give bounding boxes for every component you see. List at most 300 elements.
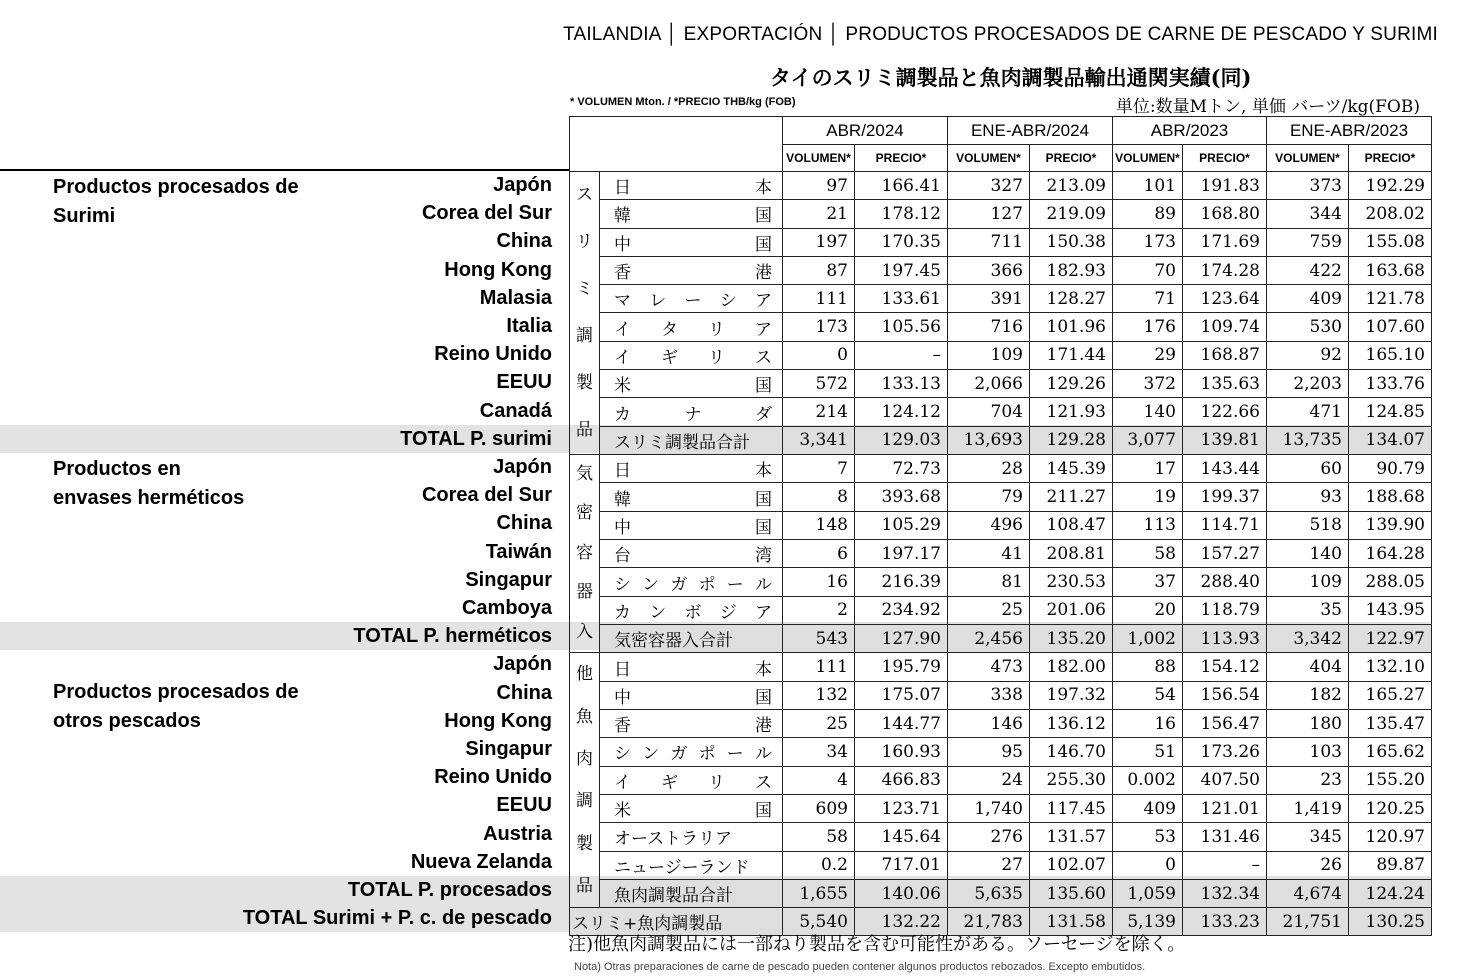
volume-cell: 28 <box>948 455 1030 483</box>
table-row <box>570 511 1432 539</box>
japanese-char: ル <box>754 574 772 595</box>
price-cell: 118.79 <box>1183 596 1267 624</box>
country-label: Japón <box>493 174 552 196</box>
volume-col-header: VOLUMEN* <box>1267 145 1349 172</box>
price-cell: 131.46 <box>1183 823 1267 851</box>
price-cell: 197.17 <box>855 540 948 568</box>
volume-cell: 95 <box>948 738 1030 766</box>
price-cell: 109.74 <box>1183 313 1267 341</box>
price-col-header: PRECIO* <box>1349 145 1432 172</box>
japanese-char: カ <box>614 602 631 623</box>
japanese-char: ガ <box>670 574 688 595</box>
country-label: Malasia <box>479 286 552 309</box>
japanese-char: ジ <box>719 602 737 623</box>
price-cell: 213.09 <box>1030 172 1113 200</box>
japanese-country-name <box>600 851 783 879</box>
japanese-char: 香 <box>614 263 631 284</box>
japanese-char: ン <box>642 744 660 765</box>
price-cell: 146.70 <box>1030 738 1113 766</box>
volume-cell: 1,419 <box>1267 794 1349 822</box>
volume-cell: 1,740 <box>948 794 1030 822</box>
table-row <box>570 823 1432 851</box>
volume-cell: 0 <box>783 341 855 369</box>
volume-cell: 3,077 <box>1113 426 1183 454</box>
group-label-line: otros pescados <box>53 710 201 733</box>
volume-cell: 25 <box>783 710 855 738</box>
country-label: Nueva Zelanda <box>410 850 552 873</box>
price-cell: 124.85 <box>1349 398 1432 426</box>
country-label: China <box>496 681 552 704</box>
volume-cell: 93 <box>1267 483 1349 511</box>
volume-cell: 2 <box>783 596 855 624</box>
country-label: Austria <box>483 822 552 845</box>
japanese-country-name <box>600 710 783 738</box>
price-cell: 164.28 <box>1349 540 1432 568</box>
japanese-char: ス <box>755 347 772 368</box>
japanese-country-name <box>600 398 783 426</box>
price-cell: 102.07 <box>1030 851 1113 879</box>
japanese-char: ナ <box>684 404 702 425</box>
volume-cell: 3,341 <box>783 426 855 454</box>
table-row <box>570 851 1432 879</box>
price-cell: 129.26 <box>1030 370 1113 398</box>
volume-cell: 6 <box>783 540 855 568</box>
japanese-char: ア <box>755 602 772 623</box>
volume-cell: 2,456 <box>948 625 1030 653</box>
country-label: Canadá <box>479 399 552 422</box>
table-row <box>570 341 1432 369</box>
price-cell: 156.47 <box>1183 710 1267 738</box>
total-label: TOTAL P. procesados <box>347 879 552 901</box>
price-cell: 128.27 <box>1030 285 1113 313</box>
volume-cell: 409 <box>1267 285 1349 313</box>
header-blank <box>570 117 783 172</box>
price-cell: 182.00 <box>1030 653 1113 681</box>
table-row <box>570 455 1432 483</box>
total-label: TOTAL Surimi + P. c. de pescado <box>242 907 552 930</box>
japanese-char: 国 <box>755 489 772 510</box>
volume-col-header: VOLUMEN* <box>783 145 855 172</box>
volume-cell: 344 <box>1267 200 1349 228</box>
price-cell: 165.62 <box>1349 738 1432 766</box>
side-char: 調 <box>576 326 593 346</box>
price-cell: 166.41 <box>855 172 948 200</box>
price-cell: 131.58 <box>1030 908 1113 936</box>
volume-cell: 345 <box>1267 823 1349 851</box>
price-cell: 127.90 <box>855 625 948 653</box>
japanese-char: 国 <box>755 376 772 397</box>
volume-cell: 5,540 <box>783 908 855 936</box>
price-cell: 168.87 <box>1183 341 1267 369</box>
group-label-line: Productos en <box>53 458 181 480</box>
volume-cell: 17 <box>1113 455 1183 483</box>
japanese-char: 国 <box>755 517 772 538</box>
price-cell: 135.63 <box>1183 370 1267 398</box>
country-label: Hong Kong <box>444 258 552 281</box>
japanese-char: レ <box>649 291 667 312</box>
price-cell: 133.61 <box>855 285 948 313</box>
japanese-country-name <box>600 738 783 766</box>
table-row <box>570 794 1432 822</box>
group-label <box>53 455 244 513</box>
side-char: 気 <box>576 464 593 484</box>
japanese-char: ー <box>684 291 702 312</box>
price-cell: 173.26 <box>1183 738 1267 766</box>
price-cell: 165.10 <box>1349 341 1432 369</box>
side-char: 魚 <box>576 706 593 727</box>
japanese-char: 香 <box>614 716 631 737</box>
group-label-line: envases herméticos <box>53 487 245 509</box>
volume-cell: 197 <box>783 228 855 256</box>
japanese-char: 中 <box>614 234 631 255</box>
price-cell: 150.38 <box>1030 228 1113 256</box>
price-cell: 145.39 <box>1030 455 1113 483</box>
table-row <box>570 766 1432 794</box>
price-cell: 72.73 <box>855 455 948 483</box>
japanese-char: 中 <box>614 517 631 538</box>
group-label-line: Productos procesados de <box>53 176 299 198</box>
volume-cell: 2,203 <box>1267 370 1349 398</box>
japanese-char: タ <box>661 319 678 340</box>
japanese-char: シ <box>719 291 737 312</box>
price-cell: 197.32 <box>1030 681 1113 709</box>
volume-cell: 79 <box>948 483 1030 511</box>
volume-cell: 182 <box>1267 681 1349 709</box>
japanese-char: ダ <box>755 404 772 425</box>
japanese-char: 日 <box>614 659 631 680</box>
volume-cell: 58 <box>783 823 855 851</box>
country-label: Japón <box>493 653 552 676</box>
table-row <box>570 172 1432 200</box>
japanese-country-name <box>600 681 783 709</box>
volume-cell: 70 <box>1113 256 1183 284</box>
volume-cell: 704 <box>948 398 1030 426</box>
price-cell: 156.54 <box>1183 681 1267 709</box>
category-side-label <box>570 455 600 653</box>
price-col-header: PRECIO* <box>855 145 948 172</box>
japanese-char: ア <box>755 319 772 340</box>
country-label: Reino Unido <box>434 766 552 789</box>
volume-cell: 5,635 <box>948 879 1030 907</box>
japanese-title: タイのスリミ調製品と魚肉調製品輸出通関実績(同) <box>770 65 1252 90</box>
japanese-char: リ <box>708 772 725 793</box>
volume-cell: 8 <box>783 483 855 511</box>
period-header: ENE-ABR/2023 <box>1267 117 1432 145</box>
price-cell: 139.81 <box>1183 426 1267 454</box>
japanese-country-name <box>600 341 783 369</box>
price-cell: 208.02 <box>1349 200 1432 228</box>
japanese-char: 国 <box>755 206 772 227</box>
group-label-line: Surimi <box>53 205 116 227</box>
japanese-char: ボ <box>684 602 702 623</box>
volume-cell: 20 <box>1113 596 1183 624</box>
table-row <box>570 710 1432 738</box>
price-cell: 132.10 <box>1349 653 1432 681</box>
category-side-label <box>570 172 600 455</box>
price-cell: 121.93 <box>1030 398 1113 426</box>
price-cell: 124.24 <box>1349 879 1432 907</box>
price-cell: 143.44 <box>1183 455 1267 483</box>
price-cell: 216.39 <box>855 568 948 596</box>
price-cell: 131.57 <box>1030 823 1113 851</box>
volume-cell: 4,674 <box>1267 879 1349 907</box>
japanese-char: ギ <box>661 347 678 368</box>
price-cell: 136.12 <box>1030 710 1113 738</box>
price-cell: 123.64 <box>1183 285 1267 313</box>
table-row <box>570 568 1432 596</box>
price-cell: 121.78 <box>1349 285 1432 313</box>
japanese-country-name: 魚肉調製品合計 <box>600 879 783 907</box>
japanese-country-name <box>600 483 783 511</box>
price-col-header: PRECIO* <box>1183 145 1267 172</box>
country-label: Japón <box>493 456 552 478</box>
price-cell: 192.29 <box>1349 172 1432 200</box>
volume-cell: 87 <box>783 256 855 284</box>
table-row <box>570 285 1432 313</box>
japanese-char: ポ <box>698 574 716 595</box>
volume-cell: 109 <box>1267 568 1349 596</box>
price-cell: 255.30 <box>1030 766 1113 794</box>
price-cell: 182.93 <box>1030 256 1113 284</box>
country-label: Taiwán <box>485 540 552 563</box>
japanese-country-name <box>600 256 783 284</box>
table-row <box>570 540 1432 568</box>
japanese-country-name <box>600 540 783 568</box>
volume-cell: 51 <box>1113 738 1183 766</box>
japanese-country-name <box>600 285 783 313</box>
japanese-char: 台 <box>614 546 631 567</box>
side-char: 他 <box>576 664 593 685</box>
volume-cell: 609 <box>783 794 855 822</box>
price-cell: 132.22 <box>855 908 948 936</box>
volume-cell: 530 <box>1267 313 1349 341</box>
volume-cell: 543 <box>783 625 855 653</box>
japanese-char: 国 <box>755 687 772 708</box>
price-cell: 188.68 <box>1349 483 1432 511</box>
japanese-grand-total: スリミ+魚肉調製品 <box>570 908 783 936</box>
price-cell: 101.96 <box>1030 313 1113 341</box>
group-label-line: Productos procesados de <box>53 681 299 704</box>
volume-cell: 23 <box>1267 766 1349 794</box>
japanese-char: ル <box>754 744 772 765</box>
table-row <box>570 398 1432 426</box>
price-cell: 234.92 <box>855 596 948 624</box>
total-row <box>570 879 1432 907</box>
side-char: 密 <box>576 503 593 524</box>
price-col-header: PRECIO* <box>1030 145 1113 172</box>
japanese-char: イ <box>614 772 631 793</box>
japanese-country-name <box>600 313 783 341</box>
japanese-char: イ <box>614 347 631 368</box>
price-cell: 144.77 <box>855 710 948 738</box>
volume-cell: 92 <box>1267 341 1349 369</box>
volume-cell: 496 <box>948 511 1030 539</box>
side-char: リ <box>576 232 593 252</box>
volume-cell: 89 <box>1113 200 1183 228</box>
japanese-char: リ <box>708 319 725 340</box>
unit-note: * VOLUMEN Mton. / *PRECIO THB/kg (FOB) <box>570 96 796 108</box>
japanese-country-name <box>600 228 783 256</box>
volume-cell: 422 <box>1267 256 1349 284</box>
volume-cell: 35 <box>1267 596 1349 624</box>
volume-cell: 37 <box>1113 568 1183 596</box>
japanese-country-name <box>600 596 783 624</box>
japanese-country-name <box>600 823 783 851</box>
volume-cell: 71 <box>1113 285 1183 313</box>
price-cell: 105.29 <box>855 511 948 539</box>
volume-cell: 0.2 <box>783 851 855 879</box>
price-cell: 140.06 <box>855 879 948 907</box>
volume-cell: 132 <box>783 681 855 709</box>
volume-cell: 34 <box>783 738 855 766</box>
volume-cell: 60 <box>1267 455 1349 483</box>
price-cell: 199.37 <box>1183 483 1267 511</box>
price-cell: 120.25 <box>1349 794 1432 822</box>
table-row <box>570 483 1432 511</box>
japanese-char: シ <box>614 574 631 595</box>
japanese-char: 韓 <box>614 489 631 510</box>
page-header: TAILANDIA │ EXPORTACIÓN │ PRODUCTOS PROCESADOS DE CARNE DE PESCADO Y SURIMI <box>563 24 1438 45</box>
volume-col-header: VOLUMEN* <box>948 145 1030 172</box>
japanese-country-name <box>600 200 783 228</box>
volume-cell: 214 <box>783 398 855 426</box>
japanese-char: オーストラリア <box>614 829 733 850</box>
price-cell: 120.97 <box>1349 823 1432 851</box>
japanese-char: ン <box>649 602 667 623</box>
volume-cell: 0.002 <box>1113 766 1183 794</box>
side-char: 容 <box>576 542 593 563</box>
price-cell: 134.07 <box>1349 426 1432 454</box>
volume-cell: 21,751 <box>1267 908 1349 936</box>
total-label: TOTAL P. herméticos <box>353 625 552 648</box>
japanese-char: カ <box>614 404 631 425</box>
country-label: Corea del Sur <box>421 202 552 225</box>
price-cell: 133.76 <box>1349 370 1432 398</box>
price-cell: 121.01 <box>1183 794 1267 822</box>
volume-cell: 372 <box>1113 370 1183 398</box>
price-cell: 113.93 <box>1183 625 1267 653</box>
japanese-country-name: スリミ調製品合計 <box>600 426 783 454</box>
volume-cell: 97 <box>783 172 855 200</box>
price-cell: 124.12 <box>855 398 948 426</box>
volume-cell: 26 <box>1267 851 1349 879</box>
volume-cell: 16 <box>1113 710 1183 738</box>
volume-cell: 180 <box>1267 710 1349 738</box>
japanese-char: マ <box>614 291 631 312</box>
volume-cell: 140 <box>1267 540 1349 568</box>
price-cell: 175.07 <box>855 681 948 709</box>
price-cell: 171.44 <box>1030 341 1113 369</box>
volume-cell: 1,002 <box>1113 625 1183 653</box>
country-label: Hong Kong <box>444 709 552 732</box>
table-row <box>570 228 1432 256</box>
volume-cell: 572 <box>783 370 855 398</box>
volume-cell: 24 <box>948 766 1030 794</box>
price-cell: 288.40 <box>1183 568 1267 596</box>
price-cell: 114.71 <box>1183 511 1267 539</box>
volume-cell: 41 <box>948 540 1030 568</box>
volume-cell: 3,342 <box>1267 625 1349 653</box>
japanese-char: 韓 <box>614 206 631 227</box>
japanese-char: 港 <box>755 263 772 284</box>
volume-cell: 19 <box>1113 483 1183 511</box>
volume-cell: 518 <box>1267 511 1349 539</box>
price-cell: 130.25 <box>1349 908 1432 936</box>
country-label: China <box>496 230 552 253</box>
volume-col-header: VOLUMEN* <box>1113 145 1183 172</box>
country-label: Italia <box>506 315 552 337</box>
price-cell: 155.08 <box>1349 228 1432 256</box>
volume-cell: 148 <box>783 511 855 539</box>
volume-cell: 7 <box>783 455 855 483</box>
price-cell: 143.95 <box>1349 596 1432 624</box>
volume-cell: 54 <box>1113 681 1183 709</box>
volume-cell: 327 <box>948 172 1030 200</box>
japanese-country-name: 気密容器入合計 <box>600 625 783 653</box>
price-cell: 466.83 <box>855 766 948 794</box>
price-cell: 195.79 <box>855 653 948 681</box>
price-cell: 288.05 <box>1349 568 1432 596</box>
japanese-country-name <box>600 568 783 596</box>
volume-cell: 173 <box>1113 228 1183 256</box>
volume-cell: 27 <box>948 851 1030 879</box>
country-label: Singapur <box>465 738 552 760</box>
price-cell: 105.56 <box>855 313 948 341</box>
price-cell: 107.60 <box>1349 313 1432 341</box>
japanese-char: 日 <box>614 178 631 199</box>
total-row <box>570 625 1432 653</box>
japanese-char: ス <box>755 772 772 793</box>
volume-cell: 0 <box>1113 851 1183 879</box>
price-cell: 129.03 <box>855 426 948 454</box>
price-cell: 407.50 <box>1183 766 1267 794</box>
table-row <box>570 256 1432 284</box>
price-cell: 135.47 <box>1349 710 1432 738</box>
japanese-country-name <box>600 766 783 794</box>
japanese-country-name <box>600 794 783 822</box>
japanese-char: ガ <box>670 744 688 765</box>
country-label: Camboya <box>461 597 552 619</box>
side-char: 製 <box>576 373 593 393</box>
group-label <box>53 173 299 231</box>
table-row <box>570 200 1432 228</box>
category-side-label <box>570 653 600 908</box>
side-char: 品 <box>576 420 593 440</box>
japanese-char: 湾 <box>755 546 772 567</box>
price-cell: 155.20 <box>1349 766 1432 794</box>
price-cell: 208.81 <box>1030 540 1113 568</box>
country-label: EEUU <box>496 371 552 394</box>
table-row <box>570 653 1432 681</box>
price-cell: 163.68 <box>1349 256 1432 284</box>
table-row <box>570 681 1432 709</box>
price-cell: 178.12 <box>855 200 948 228</box>
price-cell: – <box>855 341 948 369</box>
side-char: ミ <box>576 279 593 299</box>
volume-cell: 111 <box>783 653 855 681</box>
volume-cell: 473 <box>948 653 1030 681</box>
price-cell: 129.28 <box>1030 426 1113 454</box>
country-label: Reino Unido <box>434 343 552 366</box>
volume-cell: 1,059 <box>1113 879 1183 907</box>
period-header: ABR/2023 <box>1113 117 1267 145</box>
volume-cell: 103 <box>1267 738 1349 766</box>
japanese-char: 本 <box>755 178 772 199</box>
volume-cell: 373 <box>1267 172 1349 200</box>
price-cell: 133.23 <box>1183 908 1267 936</box>
country-label: China <box>496 512 552 535</box>
group-label <box>53 678 299 736</box>
